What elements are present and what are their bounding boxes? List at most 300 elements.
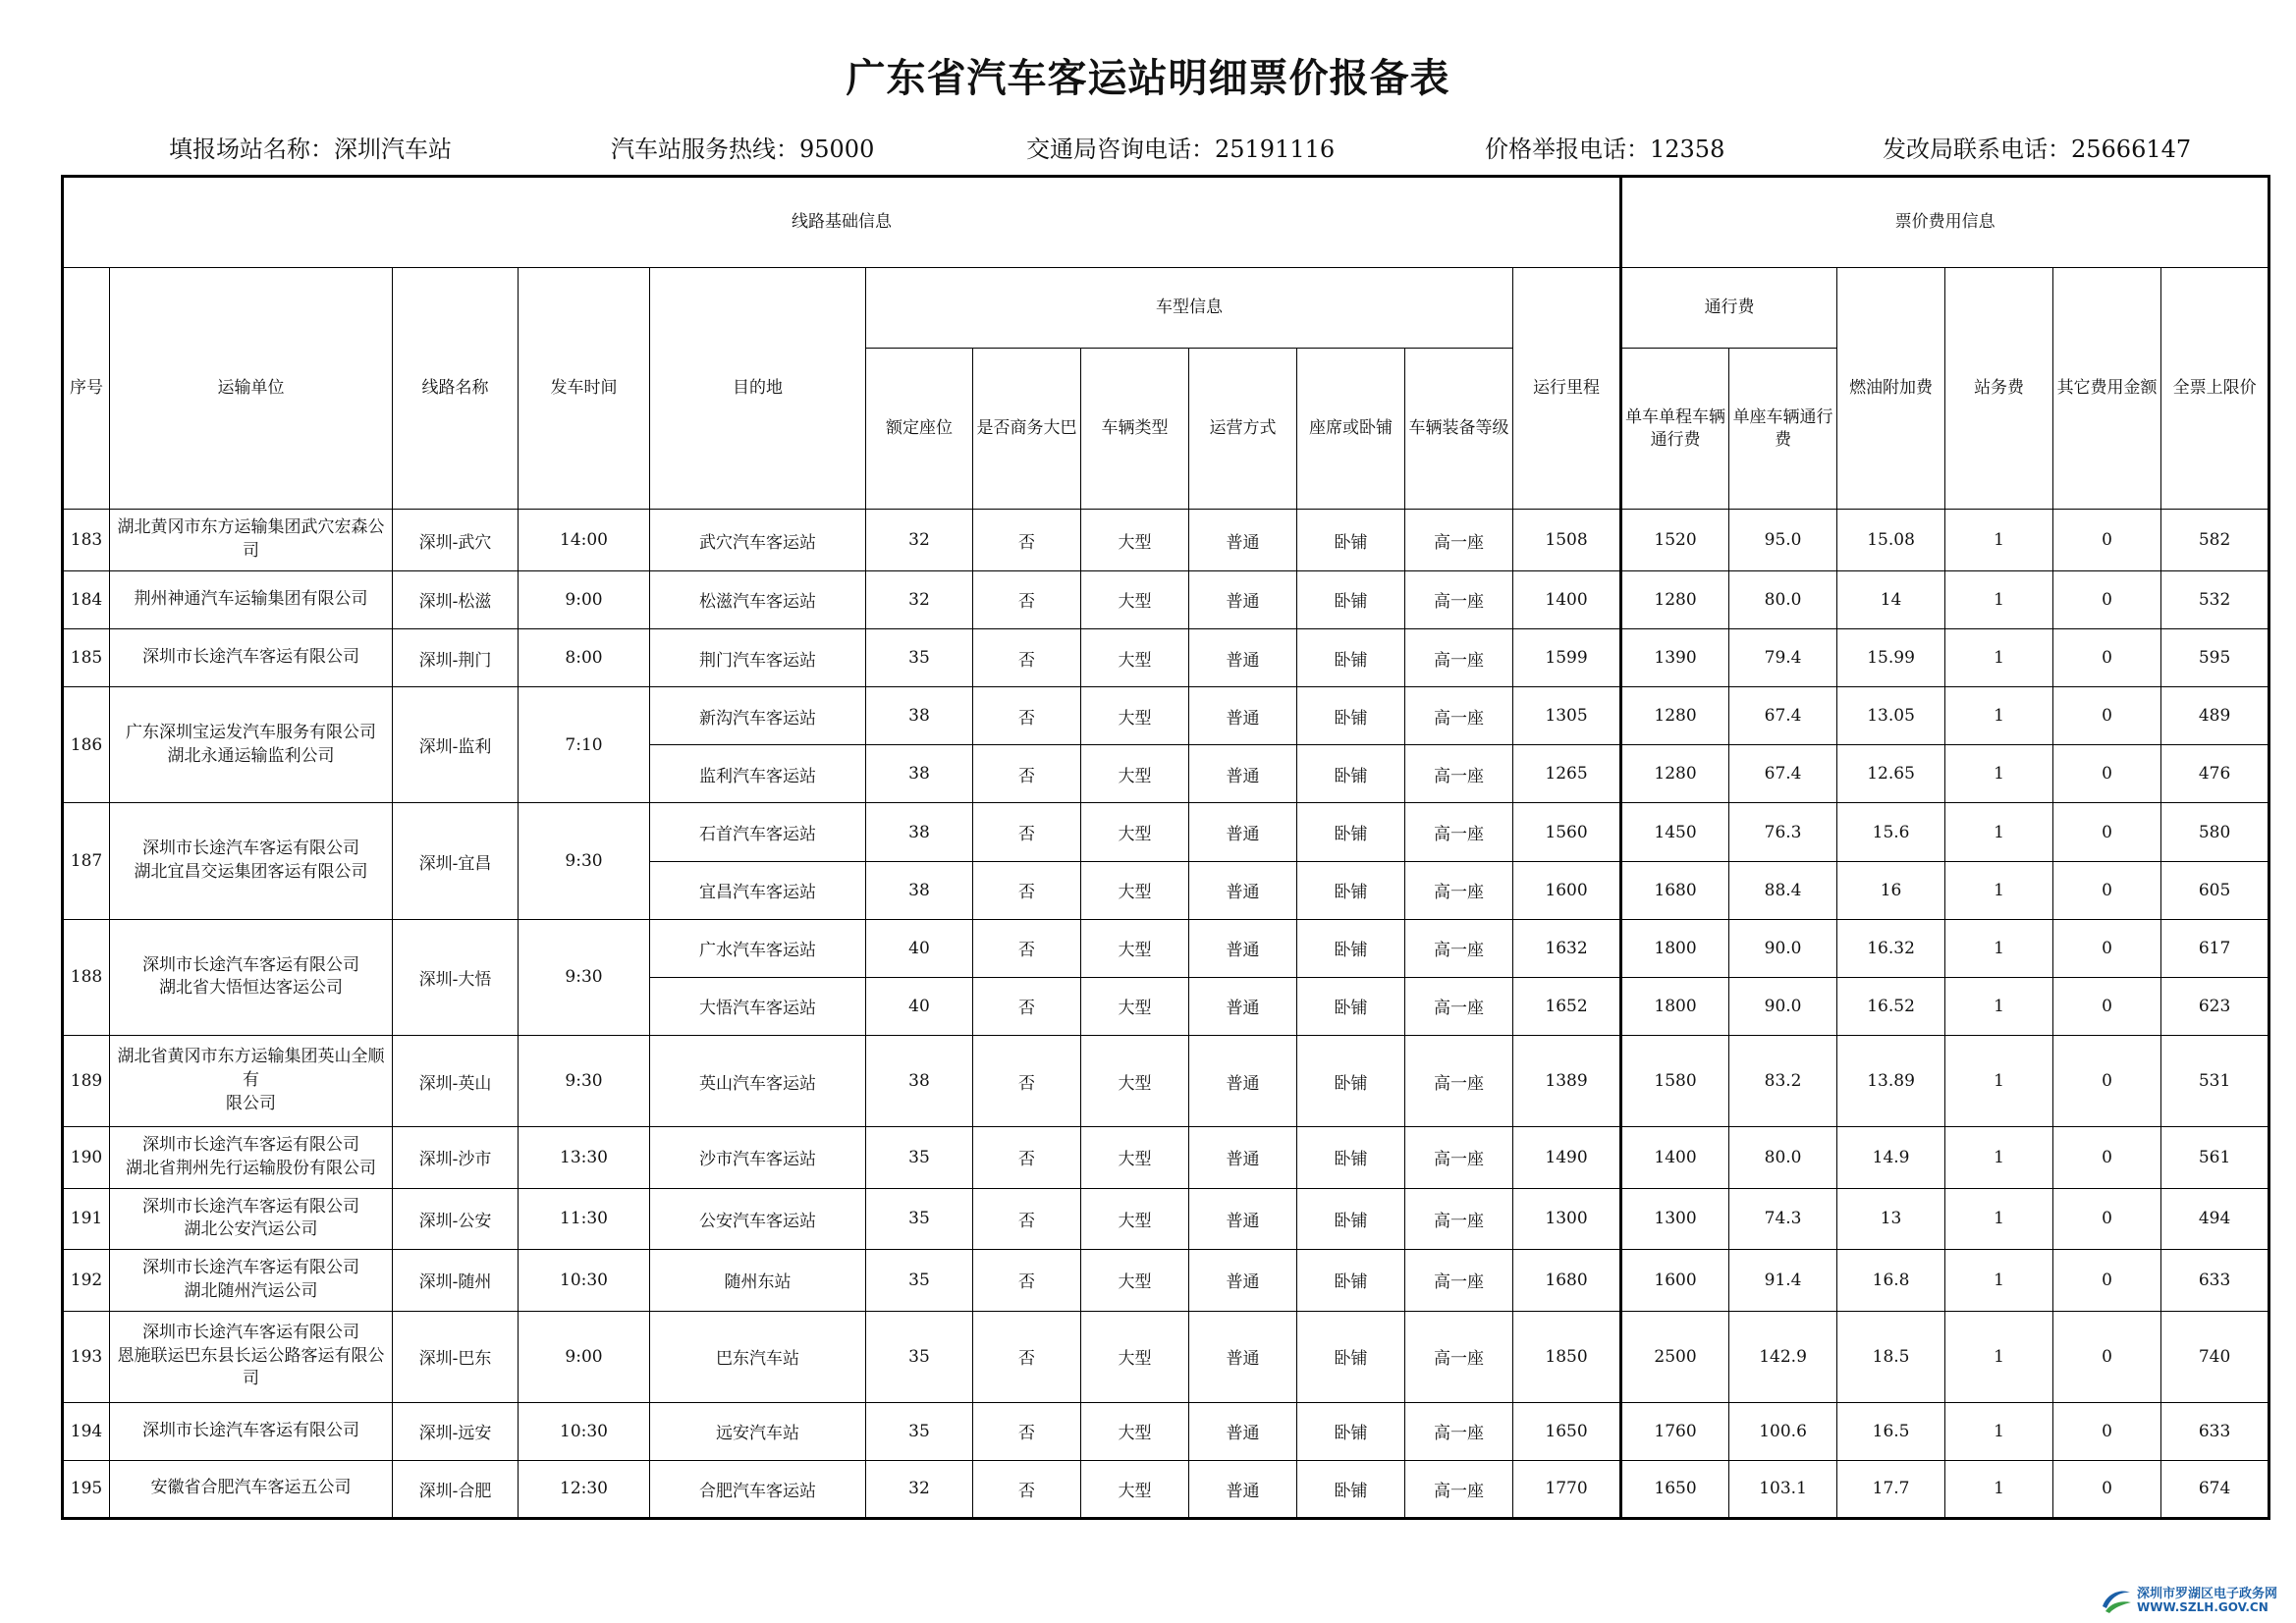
table-row [63, 1036, 2269, 1127]
transport-unit-cell [110, 919, 393, 1035]
other-fee-cell: 0 [2053, 977, 2161, 1035]
dest-cell: 合肥汽车客运站 [650, 1460, 866, 1518]
other-fee-cell: 0 [2053, 1188, 2161, 1249]
transport-unit-line: 湖北省黄冈市东方运输集团英山全顺有 [117, 1047, 385, 1091]
grade-cell: 高一座 [1405, 919, 1513, 977]
price-limit-cell: 623 [2161, 977, 2269, 1035]
toll-seat-cell: 100.6 [1729, 1402, 1837, 1460]
seats-cell: 40 [866, 919, 973, 977]
transport-unit-line: 湖北省大悟恒达客运公司 [159, 978, 343, 999]
toll-vehicle-cell: 1580 [1621, 1036, 1729, 1127]
other-fee-cell: 0 [2053, 1460, 2161, 1518]
price-limit-cell: 532 [2161, 570, 2269, 628]
operation-mode-cell: 普通 [1189, 1460, 1297, 1518]
station-name: 填报场站名称：深圳汽车站 [169, 135, 452, 163]
vehicle-type-cell: 大型 [1081, 919, 1189, 977]
price-limit-cell: 595 [2161, 629, 2269, 687]
transport-unit-line: 深圳市长途汽车客运有限公司 [142, 1420, 359, 1440]
operation-mode-header: 运营方式 [1189, 348, 1297, 510]
toll-seat-cell: 67.4 [1729, 745, 1837, 803]
vehicle-type-cell: 大型 [1081, 803, 1189, 861]
toll-vehicle-cell: 1650 [1621, 1460, 1729, 1518]
fuel-cell: 16 [1837, 861, 1945, 919]
other-fee-cell: 0 [2053, 1402, 2161, 1460]
vehicle-type-header: 车辆类型 [1081, 348, 1189, 510]
transport-unit-line: 深圳市长途汽车客运有限公司 [142, 954, 359, 975]
fuel-cell: 14 [1837, 570, 1945, 628]
transport-unit-line: 深圳市长途汽车客运有限公司 [142, 1196, 359, 1217]
route-info-header: 线路基础信息 [63, 177, 1621, 268]
departure-time-cell: 7:10 [519, 687, 650, 803]
fuel-cell: 15.99 [1837, 629, 1945, 687]
grade-cell: 高一座 [1405, 687, 1513, 745]
price-limit-cell: 580 [2161, 803, 2269, 861]
toll-seat-cell: 88.4 [1729, 861, 1837, 919]
route-name-cell: 深圳-大悟 [393, 919, 519, 1035]
station-fee-cell: 1 [1945, 861, 2053, 919]
transport-unit-cell [110, 687, 393, 803]
transport-unit-line: 湖北随州汽运公司 [184, 1280, 318, 1301]
vehicle-type-cell: 大型 [1081, 861, 1189, 919]
business-cell: 否 [973, 629, 1081, 687]
station-fee-cell: 1 [1945, 745, 2053, 803]
vehicle-type-cell: 大型 [1081, 745, 1189, 803]
berth-cell: 卧铺 [1297, 1460, 1405, 1518]
operation-mode-cell: 普通 [1189, 1188, 1297, 1249]
station-fee-cell: 1 [1945, 1250, 2053, 1311]
toll-vehicle-cell: 1600 [1621, 1250, 1729, 1311]
grade-cell: 高一座 [1405, 1311, 1513, 1402]
transport-bureau-phone: 交通局咨询电话：25191116 [1026, 135, 1336, 163]
departure-time-cell: 14:00 [519, 510, 650, 570]
toll-seat-cell: 91.4 [1729, 1250, 1837, 1311]
dest-cell: 远安汽车站 [650, 1402, 866, 1460]
toll-seat-cell: 67.4 [1729, 687, 1837, 745]
toll-vehicle-cell: 1450 [1621, 803, 1729, 861]
other-fee-cell: 0 [2053, 687, 2161, 745]
table-row [63, 1311, 2269, 1402]
berth-cell: 卧铺 [1297, 1036, 1405, 1127]
operation-mode-cell: 普通 [1189, 1036, 1297, 1127]
fare-info-header: 票价费用信息 [1621, 177, 2269, 268]
transport-unit-line: 安徽省合肥汽车客运五公司 [150, 1478, 352, 1498]
price-limit-cell: 531 [2161, 1036, 2269, 1127]
toll-seat-cell: 142.9 [1729, 1311, 1837, 1402]
station-fee-cell: 1 [1945, 1127, 2053, 1188]
vehicle-info-header: 车型信息 [866, 267, 1513, 348]
toll-seat-cell: 80.0 [1729, 1127, 1837, 1188]
table-row [63, 919, 2269, 977]
departure-time-cell: 10:30 [519, 1402, 650, 1460]
transport-unit-line: 深圳市长途汽车客运有限公司 [142, 1135, 359, 1156]
other-fee-cell: 0 [2053, 1127, 2161, 1188]
business-cell: 否 [973, 1460, 1081, 1518]
mileage-cell: 1600 [1513, 861, 1621, 919]
grade-cell: 高一座 [1405, 629, 1513, 687]
route-name-cell: 深圳-宜昌 [393, 803, 519, 919]
header-row-1 [63, 177, 2269, 268]
table-row [63, 1188, 2269, 1249]
business-cell: 否 [973, 1127, 1081, 1188]
seq-cell: 189 [63, 1036, 110, 1127]
transport-unit-cell [110, 629, 393, 687]
berth-cell: 卧铺 [1297, 861, 1405, 919]
dest-cell: 新沟汽车客运站 [650, 687, 866, 745]
fare-table-body [63, 177, 2269, 1519]
dest-cell: 大悟汽车客运站 [650, 977, 866, 1035]
berth-cell: 卧铺 [1297, 1250, 1405, 1311]
mileage-cell: 1560 [1513, 803, 1621, 861]
other-fee-header: 其它费用金额 [2053, 267, 2161, 510]
toll-seat-cell: 90.0 [1729, 977, 1837, 1035]
fuel-cell: 13.89 [1837, 1036, 1945, 1127]
dest-cell: 沙市汽车客运站 [650, 1127, 866, 1188]
route-name-cell: 深圳-监利 [393, 687, 519, 803]
site-logo [2100, 1579, 2286, 1620]
berth-cell: 卧铺 [1297, 745, 1405, 803]
table-row [63, 687, 2269, 745]
business-cell: 否 [973, 687, 1081, 745]
transport-unit-cell [110, 1402, 393, 1460]
berth-cell: 卧铺 [1297, 570, 1405, 628]
toll-vehicle-cell: 1680 [1621, 861, 1729, 919]
price-limit-cell: 605 [2161, 861, 2269, 919]
operation-mode-cell: 普通 [1189, 687, 1297, 745]
dest-cell: 随州东站 [650, 1250, 866, 1311]
seats-cell: 40 [866, 977, 973, 1035]
vehicle-type-cell: 大型 [1081, 1188, 1189, 1249]
berth-cell: 卧铺 [1297, 629, 1405, 687]
dest-cell: 荆门汽车客运站 [650, 629, 866, 687]
price-limit-header: 全票上限价 [2161, 267, 2269, 510]
business-cell: 否 [973, 1036, 1081, 1127]
seats-header: 额定座位 [866, 348, 973, 510]
time-header: 发车时间 [519, 267, 650, 510]
operation-mode-cell: 普通 [1189, 1250, 1297, 1311]
fare-table [61, 175, 2270, 1520]
operation-mode-cell: 普通 [1189, 1127, 1297, 1188]
fuel-cell: 16.5 [1837, 1402, 1945, 1460]
price-limit-cell: 582 [2161, 510, 2269, 570]
price-limit-cell: 633 [2161, 1402, 2269, 1460]
berth-cell: 卧铺 [1297, 1188, 1405, 1249]
route-name-cell: 深圳-公安 [393, 1188, 519, 1249]
route-name-cell: 深圳-沙市 [393, 1127, 519, 1188]
toll-vehicle-cell: 1800 [1621, 919, 1729, 977]
table-row [63, 803, 2269, 861]
price-limit-cell: 494 [2161, 1188, 2269, 1249]
seats-cell: 35 [866, 1311, 973, 1402]
vehicle-type-cell: 大型 [1081, 1311, 1189, 1402]
seats-cell: 38 [866, 1036, 973, 1127]
table-row [63, 1460, 2269, 1518]
seq-cell: 188 [63, 919, 110, 1035]
transport-unit-cell [110, 1188, 393, 1249]
mileage-cell: 1652 [1513, 977, 1621, 1035]
seats-cell: 35 [866, 1127, 973, 1188]
business-cell: 否 [973, 1311, 1081, 1402]
berth-cell: 卧铺 [1297, 1127, 1405, 1188]
grade-header: 车辆装备等级 [1405, 348, 1513, 510]
seats-cell: 35 [866, 629, 973, 687]
other-fee-cell: 0 [2053, 1250, 2161, 1311]
toll-seat-cell: 90.0 [1729, 919, 1837, 977]
berth-cell: 卧铺 [1297, 1311, 1405, 1402]
vehicle-type-cell: 大型 [1081, 1460, 1189, 1518]
service-hotline: 汽车站服务热线：95000 [611, 135, 875, 163]
transport-unit-cell [110, 1460, 393, 1518]
other-fee-cell: 0 [2053, 570, 2161, 628]
seq-cell: 184 [63, 570, 110, 628]
seats-cell: 32 [866, 570, 973, 628]
other-fee-cell: 0 [2053, 861, 2161, 919]
grade-cell: 高一座 [1405, 1188, 1513, 1249]
departure-time-cell: 9:00 [519, 570, 650, 628]
grade-cell: 高一座 [1405, 1250, 1513, 1311]
price-limit-cell: 476 [2161, 745, 2269, 803]
toll-vehicle-cell: 1400 [1621, 1127, 1729, 1188]
other-fee-cell: 0 [2053, 919, 2161, 977]
toll-seat-cell: 83.2 [1729, 1036, 1837, 1127]
dest-cell: 石首汽车客运站 [650, 803, 866, 861]
toll-vehicle-cell: 1520 [1621, 510, 1729, 570]
other-fee-cell: 0 [2053, 1036, 2161, 1127]
grade-cell: 高一座 [1405, 1127, 1513, 1188]
transport-unit-cell [110, 510, 393, 570]
transport-unit-cell [110, 803, 393, 919]
transport-unit-line: 深圳市长途汽车客运有限公司 [142, 839, 359, 859]
vehicle-type-cell: 大型 [1081, 977, 1189, 1035]
route-name-cell: 深圳-武穴 [393, 510, 519, 570]
dest-cell: 英山汽车客运站 [650, 1036, 866, 1127]
route-name-cell: 深圳-巴东 [393, 1311, 519, 1402]
station-fee-cell: 1 [1945, 1188, 2053, 1249]
transport-unit-line: 限公司 [226, 1093, 276, 1113]
station-fee-cell: 1 [1945, 570, 2053, 628]
other-fee-cell: 0 [2053, 745, 2161, 803]
departure-time-cell: 10:30 [519, 1250, 650, 1311]
mileage-cell: 1632 [1513, 919, 1621, 977]
business-cell: 否 [973, 745, 1081, 803]
berth-cell: 卧铺 [1297, 687, 1405, 745]
mileage-cell: 1850 [1513, 1311, 1621, 1402]
transport-unit-cell [110, 1250, 393, 1311]
toll-vehicle-cell: 2500 [1621, 1311, 1729, 1402]
toll-vehicle-cell: 1280 [1621, 745, 1729, 803]
toll-vehicle-header: 单车单程车辆通行费 [1621, 348, 1729, 510]
transport-unit-line: 湖北永通运输监利公司 [167, 745, 335, 766]
route-header: 线路名称 [393, 267, 519, 510]
business-cell: 否 [973, 1250, 1081, 1311]
mileage-cell: 1490 [1513, 1127, 1621, 1188]
vehicle-type-cell: 大型 [1081, 1127, 1189, 1188]
price-limit-cell: 674 [2161, 1460, 2269, 1518]
vehicle-type-cell: 大型 [1081, 1250, 1189, 1311]
fuel-cell: 17.7 [1837, 1460, 1945, 1518]
seats-cell: 35 [866, 1402, 973, 1460]
vehicle-type-cell: 大型 [1081, 629, 1189, 687]
grade-cell: 高一座 [1405, 977, 1513, 1035]
departure-time-cell: 8:00 [519, 629, 650, 687]
station-fee-cell: 1 [1945, 1311, 2053, 1402]
berth-header: 座席或卧铺 [1297, 348, 1405, 510]
fuel-cell: 15.6 [1837, 803, 1945, 861]
route-name-cell: 深圳-松滋 [393, 570, 519, 628]
transport-unit-line: 深圳市长途汽车客运有限公司 [142, 1322, 359, 1342]
mileage-cell: 1305 [1513, 687, 1621, 745]
transport-unit-line: 湖北黄冈市东方运输集团武穴宏森公司 [117, 517, 385, 562]
fuel-header: 燃油附加费 [1837, 267, 1945, 510]
business-cell: 否 [973, 510, 1081, 570]
transport-unit-cell [110, 570, 393, 628]
operation-mode-cell: 普通 [1189, 1311, 1297, 1402]
fuel-cell: 12.65 [1837, 745, 1945, 803]
seq-cell: 185 [63, 629, 110, 687]
departure-time-cell: 12:30 [519, 1460, 650, 1518]
mileage-cell: 1650 [1513, 1402, 1621, 1460]
transport-unit-line: 广东深圳宝运发汽车服务有限公司 [126, 723, 376, 743]
grade-cell: 高一座 [1405, 1460, 1513, 1518]
toll-vehicle-cell: 1760 [1621, 1402, 1729, 1460]
berth-cell: 卧铺 [1297, 977, 1405, 1035]
toll-vehicle-cell: 1300 [1621, 1188, 1729, 1249]
vehicle-type-cell: 大型 [1081, 1036, 1189, 1127]
operation-mode-cell: 普通 [1189, 629, 1297, 687]
seats-cell: 32 [866, 1460, 973, 1518]
station-fee-cell: 1 [1945, 919, 2053, 977]
price-limit-cell: 633 [2161, 1250, 2269, 1311]
logo-site-url: WWW.SZLH.GOV.CN [2137, 1600, 2269, 1614]
vehicle-type-cell: 大型 [1081, 570, 1189, 628]
mileage-header: 运行里程 [1513, 267, 1621, 510]
toll-seat-cell: 95.0 [1729, 510, 1837, 570]
transport-unit-line: 湖北宜昌交运集团客运有限公司 [134, 862, 368, 883]
grade-cell: 高一座 [1405, 1402, 1513, 1460]
seats-cell: 35 [866, 1250, 973, 1311]
grade-cell: 高一座 [1405, 570, 1513, 628]
route-name-cell: 深圳-英山 [393, 1036, 519, 1127]
dest-header: 目的地 [650, 267, 866, 510]
fuel-cell: 16.8 [1837, 1250, 1945, 1311]
dest-cell: 宜昌汽车客运站 [650, 861, 866, 919]
mileage-cell: 1300 [1513, 1188, 1621, 1249]
berth-cell: 卧铺 [1297, 1402, 1405, 1460]
toll-seat-cell: 79.4 [1729, 629, 1837, 687]
transport-unit-line: 恩施联运巴东县长运公路客运有限公司 [117, 1345, 385, 1389]
seq-cell: 190 [63, 1127, 110, 1188]
table-row [63, 510, 2269, 570]
fuel-cell: 16.52 [1837, 977, 1945, 1035]
departure-time-cell: 9:30 [519, 803, 650, 919]
dest-cell: 巴东汽车站 [650, 1311, 866, 1402]
business-cell: 否 [973, 803, 1081, 861]
price-limit-cell: 740 [2161, 1311, 2269, 1402]
seq-cell: 194 [63, 1402, 110, 1460]
table-row [63, 1250, 2269, 1311]
price-limit-cell: 561 [2161, 1127, 2269, 1188]
price-report-phone: 价格举报电话：12358 [1485, 135, 1725, 163]
berth-cell: 卧铺 [1297, 803, 1405, 861]
other-fee-cell: 0 [2053, 1311, 2161, 1402]
business-cell: 否 [973, 919, 1081, 977]
seats-cell: 32 [866, 510, 973, 570]
toll-seat-cell: 80.0 [1729, 570, 1837, 628]
fuel-cell: 13 [1837, 1188, 1945, 1249]
other-fee-cell: 0 [2053, 803, 2161, 861]
page-title: 广东省汽车客运站明细票价报备表 [846, 55, 1450, 101]
seats-cell: 38 [866, 745, 973, 803]
ndrc-contact-phone: 发改局联系电话：25666147 [1883, 135, 2192, 163]
operation-mode-cell: 普通 [1189, 919, 1297, 977]
other-fee-cell: 0 [2053, 510, 2161, 570]
business-cell: 否 [973, 570, 1081, 628]
transport-unit-cell [110, 1036, 393, 1127]
seats-cell: 38 [866, 687, 973, 745]
departure-time-cell: 9:30 [519, 1036, 650, 1127]
mileage-cell: 1680 [1513, 1250, 1621, 1311]
seq-cell: 192 [63, 1250, 110, 1311]
fuel-cell: 15.08 [1837, 510, 1945, 570]
business-cell: 否 [973, 1402, 1081, 1460]
grade-cell: 高一座 [1405, 861, 1513, 919]
berth-cell: 卧铺 [1297, 919, 1405, 977]
fuel-cell: 16.32 [1837, 919, 1945, 977]
operation-mode-cell: 普通 [1189, 510, 1297, 570]
route-name-cell: 深圳-远安 [393, 1402, 519, 1460]
vehicle-type-cell: 大型 [1081, 1402, 1189, 1460]
dest-cell: 松滋汽车客运站 [650, 570, 866, 628]
mileage-cell: 1389 [1513, 1036, 1621, 1127]
table-row [63, 570, 2269, 628]
transport-unit-cell [110, 1127, 393, 1188]
route-name-cell: 深圳-合肥 [393, 1460, 519, 1518]
operation-mode-cell: 普通 [1189, 570, 1297, 628]
seq-cell: 195 [63, 1460, 110, 1518]
departure-time-cell: 9:30 [519, 919, 650, 1035]
dest-cell: 武穴汽车客运站 [650, 510, 866, 570]
logo-site-name: 深圳市罗湖区电子政务网 [2137, 1587, 2278, 1601]
toll-seat-cell: 74.3 [1729, 1188, 1837, 1249]
berth-cell: 卧铺 [1297, 510, 1405, 570]
toll-seat-cell: 103.1 [1729, 1460, 1837, 1518]
transport-unit-cell [110, 1311, 393, 1402]
station-fee-cell: 1 [1945, 687, 2053, 745]
business-cell: 否 [973, 1188, 1081, 1249]
toll-vehicle-cell: 1800 [1621, 977, 1729, 1035]
route-name-cell: 深圳-随州 [393, 1250, 519, 1311]
grade-cell: 高一座 [1405, 745, 1513, 803]
station-fee-header: 站务费 [1945, 267, 2053, 510]
station-fee-cell: 1 [1945, 1402, 2053, 1460]
header-row-2 [63, 267, 2269, 348]
route-name-cell: 深圳-荆门 [393, 629, 519, 687]
transport-unit-line: 深圳市长途汽车客运有限公司 [142, 647, 359, 668]
mileage-cell: 1770 [1513, 1460, 1621, 1518]
mileage-cell: 1508 [1513, 510, 1621, 570]
business-header: 是否商务大巴 [973, 348, 1081, 510]
toll-seat-header: 单座车辆通行费 [1729, 348, 1837, 510]
price-limit-cell: 617 [2161, 919, 2269, 977]
departure-time-cell: 13:30 [519, 1127, 650, 1188]
toll-vehicle-cell: 1280 [1621, 687, 1729, 745]
operation-mode-cell: 普通 [1189, 1402, 1297, 1460]
seq-cell: 191 [63, 1188, 110, 1249]
mileage-cell: 1599 [1513, 629, 1621, 687]
unit-header: 运输单位 [110, 267, 393, 510]
business-cell: 否 [973, 861, 1081, 919]
seats-cell: 38 [866, 803, 973, 861]
fuel-cell: 14.9 [1837, 1127, 1945, 1188]
